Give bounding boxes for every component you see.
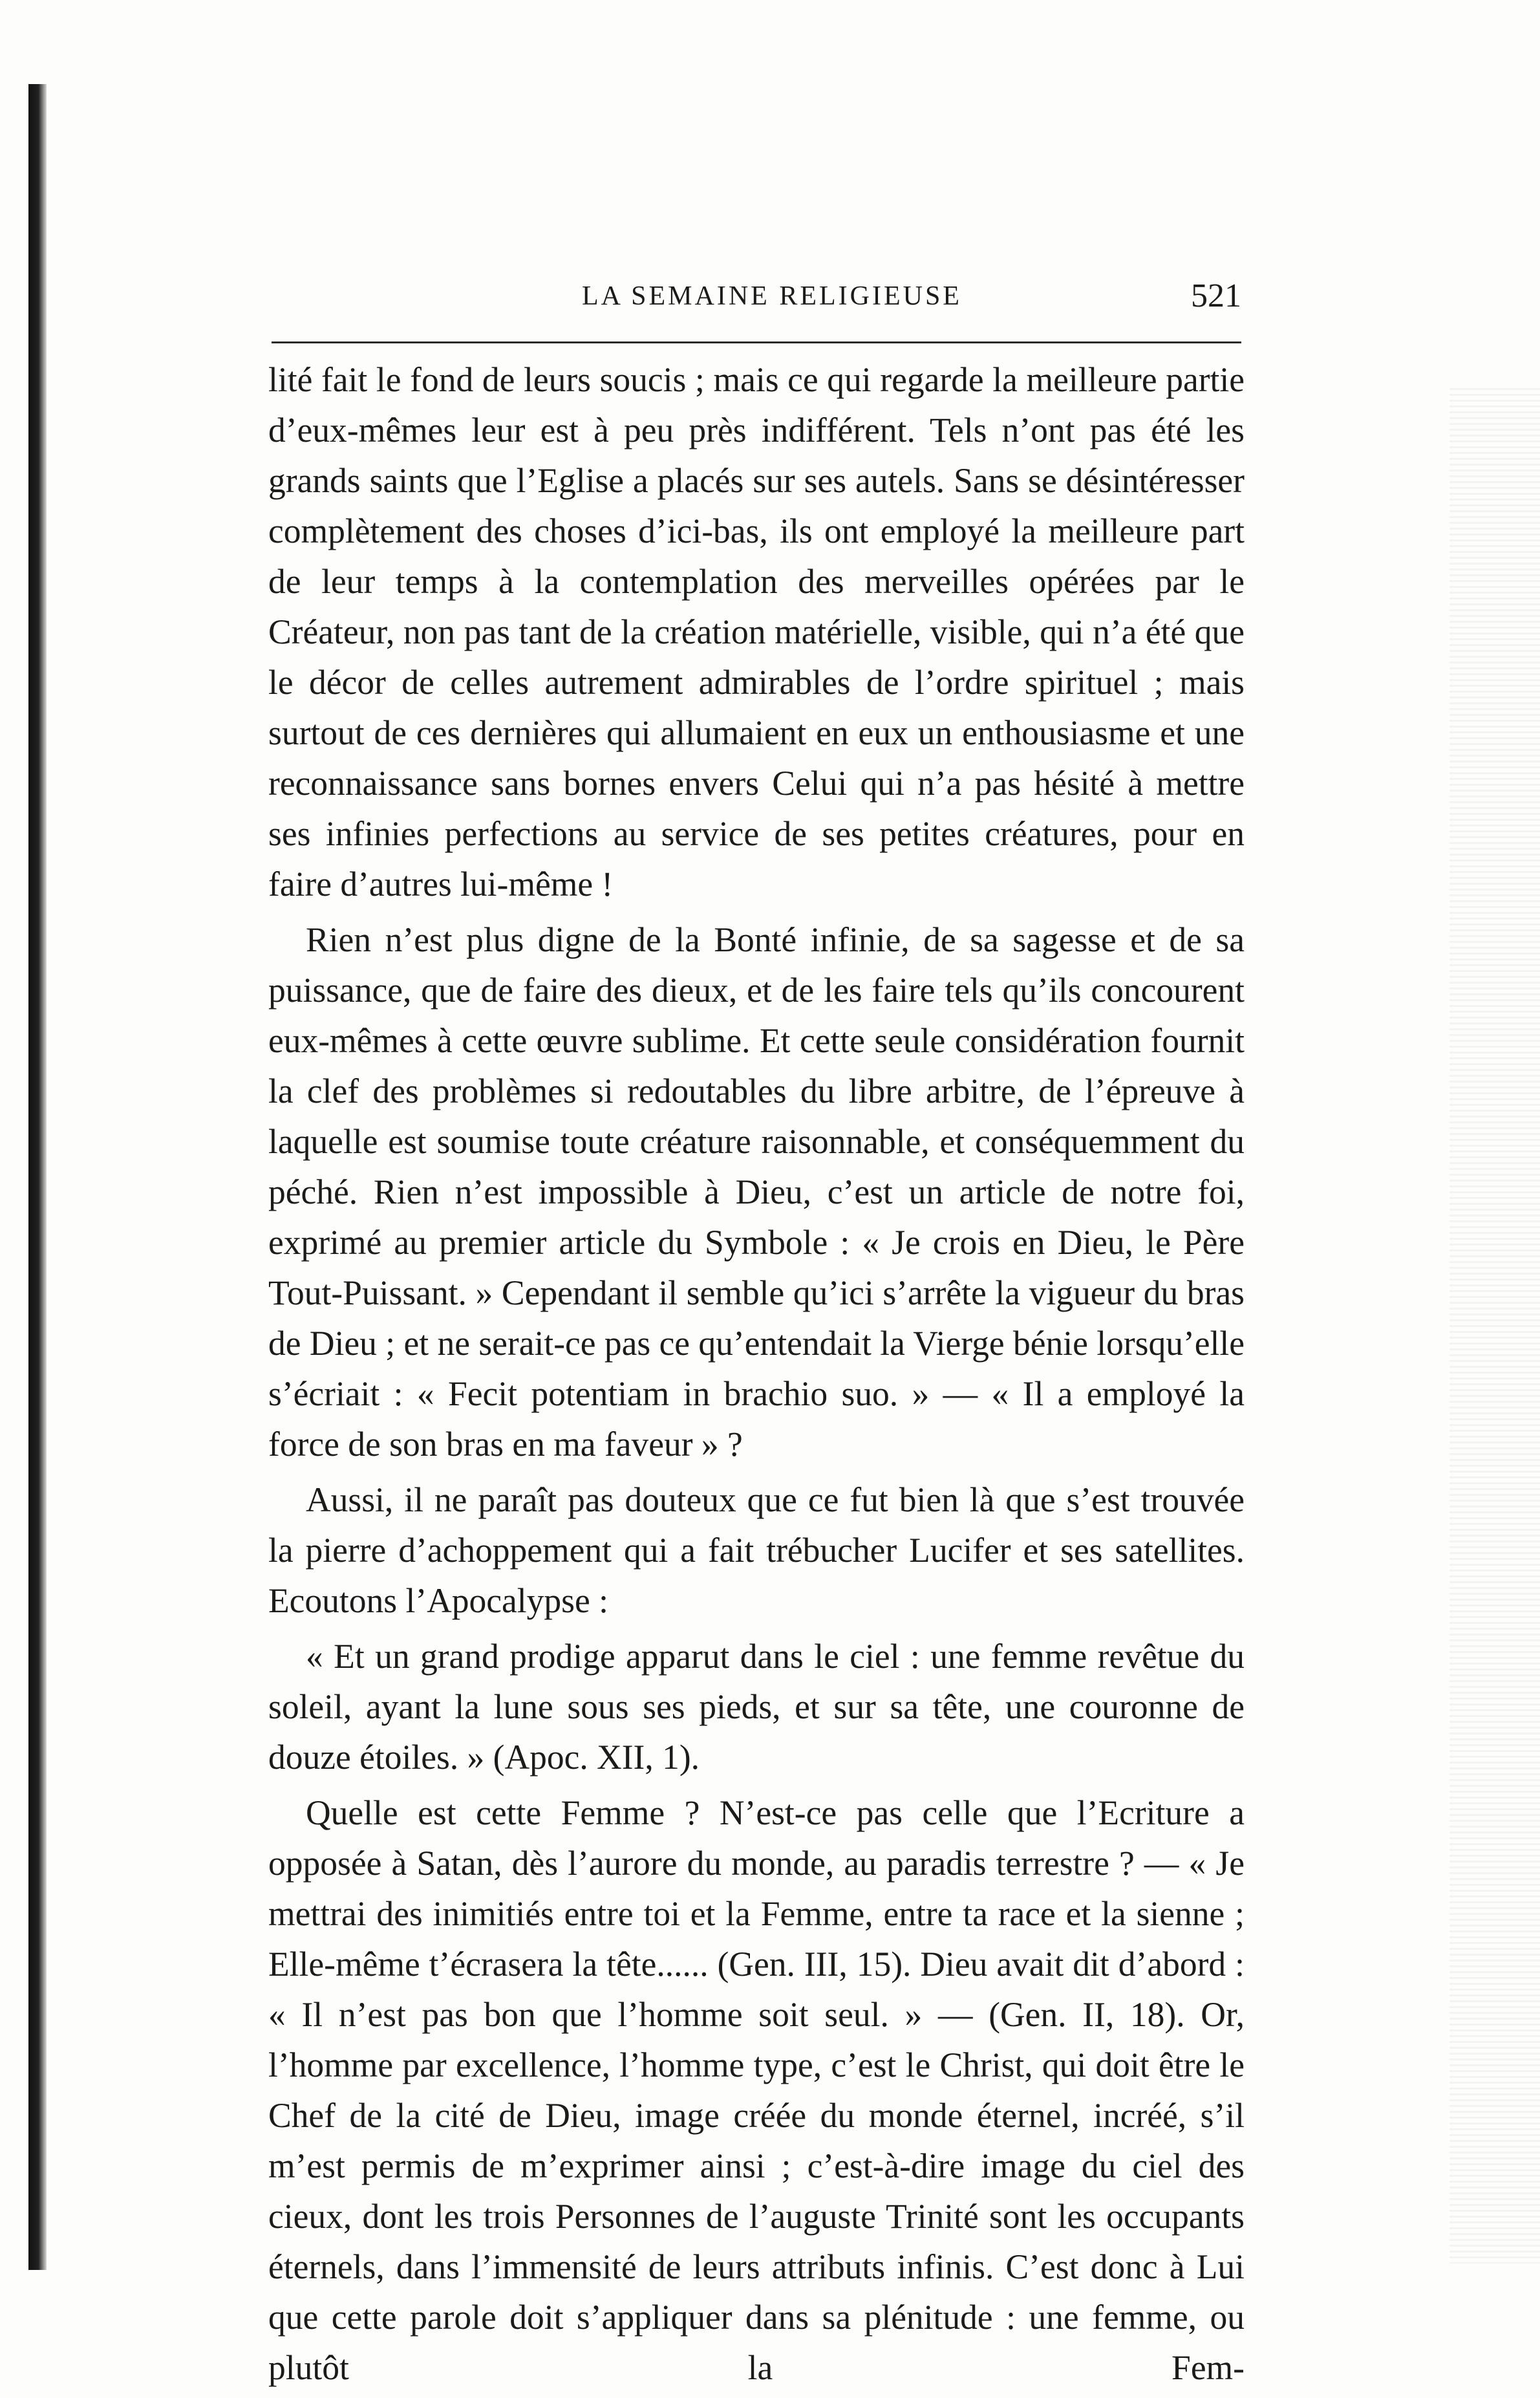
- body-text: [268, 354, 1245, 2398]
- paragraph: Quelle est cette Femme ? N’est-ce pas celle que l’Ecriture a opposée à Satan, dès l’aurore du monde, au paradis terrestre ? — « Je mettrai des inimitiés entre toi et la Femme, entre ta race et la sienne ; Elle-même t’écrasera la tête...... (Gen. III, 15). Dieu avait dit d’abord : « Il n’est pas bon que l’homme soit seul. » — (Gen. II, 18). Or, l’homme par excellence, l’homme type, c’est le Christ, qui doit être le Chef de la cité de Dieu, image créée du monde éternel, incréé, s’il m’est permis de m’exprimer ainsi ; c’est-à-dire image du ciel des cieux, dont les trois Personnes de l’auguste Trinité sont les occupants éternels, dans l’immensité de leurs attributs infinis. C’est donc à Lui que cette parole doit s’appliquer dans sa plénitude : une femme, ou plutôt la Fem-: [268, 1793, 1245, 2387]
- page-header: [272, 277, 1241, 322]
- paragraph: lité fait le fond de leurs soucis ; mais ce qui regarde la meilleure partie d’eux-mêmes leur est à peu près indifférent. Tels n’ont pas été les grands saints que l’Eglise a placés sur ses autels. Sans se désintéresser complètement des choses d’ici-bas, ils ont employé la meilleure part de leur temps à la contemplation des merveilles opérées par le Créateur, non pas tant de la création matérielle, visible, qui n’a été que le décor de celles autrement admirables de l’ordre spirituel ; mais surtout de ces dernières qui allumaient en eux un enthousiasme et une reconnaissance sans bornes envers Celui qui n’a pas hésité à mettre ses infinies perfections au service de ses petites créatures, pour en faire d’autres lui-même !: [268, 360, 1245, 903]
- page-edge-noise: [1449, 388, 1540, 2263]
- header-rule: [272, 341, 1241, 343]
- paragraph: Aussi, il ne paraît pas douteux que ce fut bien là que s’est trouvée la pierre d’achoppement qui a fait trébucher Lucifer et ses satellites. Ecoutons l’Apocalypse :: [268, 1480, 1245, 1620]
- binding-shadow: [28, 84, 47, 2270]
- quote-paragraph: « Et un grand prodige apparut dans le ciel : une femme revêtue du soleil, ayant la lune sous ses pieds, et sur sa tête, une couronne de douze étoiles. » (Apoc. XII, 1).: [268, 1637, 1245, 1777]
- paragraph: Rien n’est plus digne de la Bonté infinie, de sa sagesse et de sa puissance, que de faire des dieux, et de les faire tels qu’ils concourent eux-mêmes à cette œuvre sublime. Et cette seule considération fournit la clef des problèmes si redoutables du libre arbitre, de l’épreuve à laquelle est soumise toute créature raisonnable, et conséquemment du péché. Rien n’est impossible à Dieu, c’est un article de notre foi, exprimé au premier article du Symbole : « Je crois en Dieu, le Père Tout-Puissant. » Cependant il semble qu’ici s’arrête la vigueur du bras de Dieu ; et ne serait-ce pas ce qu’entendait la Vierge bénie lorsqu’elle s’écriait : « Fecit potentiam in brachio suo. » — « Il a employé la force de son bras en ma faveur » ?: [268, 920, 1245, 1464]
- running-title: LA SEMAINE RELIGIEUSE: [582, 281, 962, 311]
- page-number: 521: [1191, 277, 1241, 314]
